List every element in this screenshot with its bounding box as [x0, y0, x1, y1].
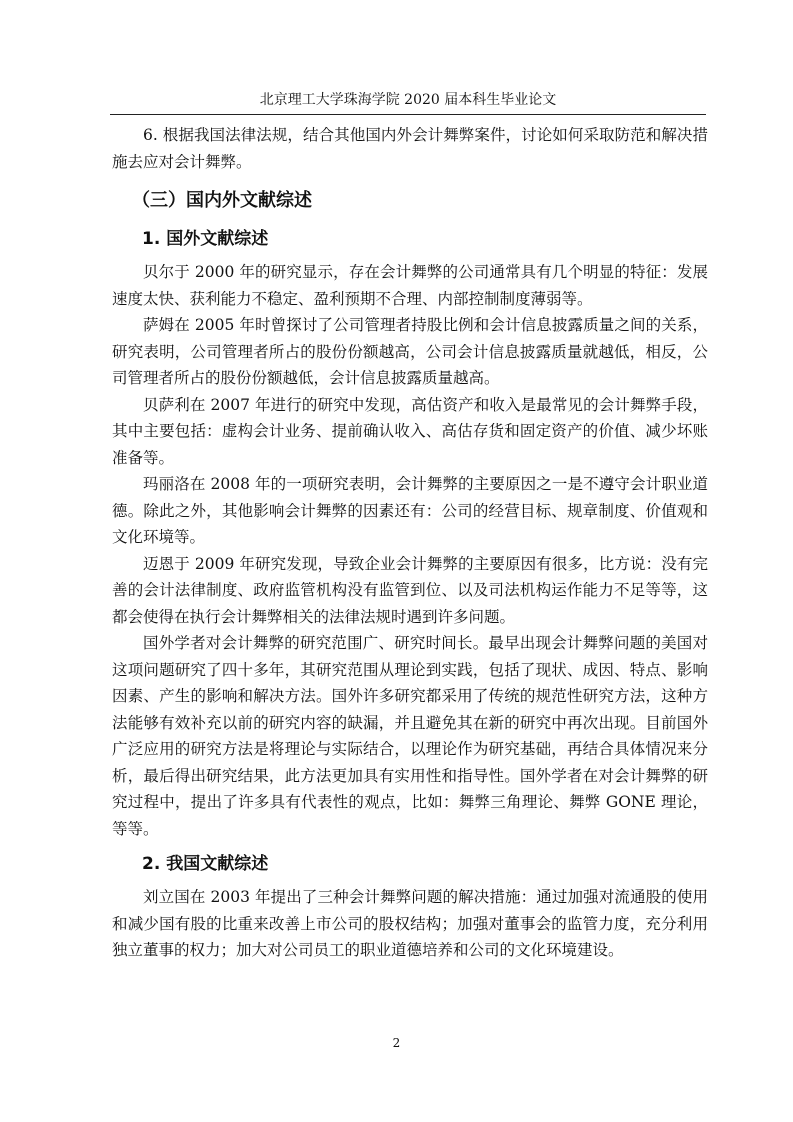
paragraph-5: 迈恩于 2009 年研究发现，导致企业会计舞弊的主要原因有很多，比方说：没有完善的会计法律制度、政府监管机构没有监管到位、以及司法机构运作能力不足等等，这都会使得在执行会计舞弊相关的法律法规时遇到许多问题。	[112, 554, 708, 626]
paragraph-3: 贝萨利在 2007 年进行的研究中发现，高估资产和收入是最常见的会计舞弊手段，其中主要包括：虚构会计业务、提前确认收入、高估存货和固定资产的价值、减少坏账准备等。	[112, 395, 708, 467]
subsection-heading-domestic: 2. 我国文献综述	[142, 854, 269, 874]
page-content	[112, 122, 708, 964]
page-number: 2	[392, 1036, 401, 1050]
paragraph-6: 国外学者对会计舞弊的研究范围广、研究时间长。最早出现会计舞弊问题的美国对这项问题研究了四十多年，其研究范围从理论到实践，包括了现状、成因、特点、影响因素、产生的影响和解决方法。国外许多研究都采用了传统的规范性研究方法，这种方法能够有效补充以前的研究内容的缺漏，并且避免其在新的研究中再次出现。目前国外广泛应用的研究方法是将理论与实际结合，以理论作为研究基础，再结合具体情况来分析，最后得出研究结果，此方法更加具有实用性和指导性。国外学者在对会计舞弊的研究过程中，提出了许多具有代表性的观点，比如：舞弊三角理论、舞弊 GONE 理论，等等。	[112, 634, 708, 838]
list-item-6: 6. 根据我国法律法规，结合其他国内外会计舞弊案件，讨论如何采取防范和解决措施去应对会计舞弊。	[112, 126, 708, 171]
paragraph-2: 萨姆在 2005 年时曾探讨了公司管理者持股比例和会计信息披露质量之间的关系，研究表明，公司管理者所占的股份份额越高，公司会计信息披露质量就越低，相反，公司管理者所占的股份份额越低，会计信息披露质量越高。	[112, 316, 708, 387]
subsection-heading-foreign: 1. 国外文献综述	[142, 229, 269, 249]
paragraph-4: 玛丽洛在 2008 年的一项研究表明，会计舞弊的主要原因之一是不遵守会计职业道德。除此之外，其他影响会计舞弊的因素还有：公司的经营目标、规章制度、价值观和文化环境等。	[112, 475, 708, 546]
paragraph-1: 贝尔于 2000 年的研究显示，存在会计舞弊的公司通常具有几个明显的特征：发展速度太快、获利能力不稳定、盈利预期不合理、内部控制制度薄弱等。	[112, 263, 708, 308]
page-header: 北京理工大学珠海学院 2020 届本科生毕业论文	[110, 90, 706, 115]
paragraph-7: 刘立国在 2003 年提出了三种会计舞弊问题的解决措施：通过加强对流通股的使用和减少国有股的比重来改善上市公司的股权结构；加强对董事会的监管力度，充分利用独立董事的权力；加大对公司员工的职业道德培养和公司的文化环境建设。	[112, 888, 708, 959]
section-heading: （三）国内外文献综述	[132, 190, 312, 211]
